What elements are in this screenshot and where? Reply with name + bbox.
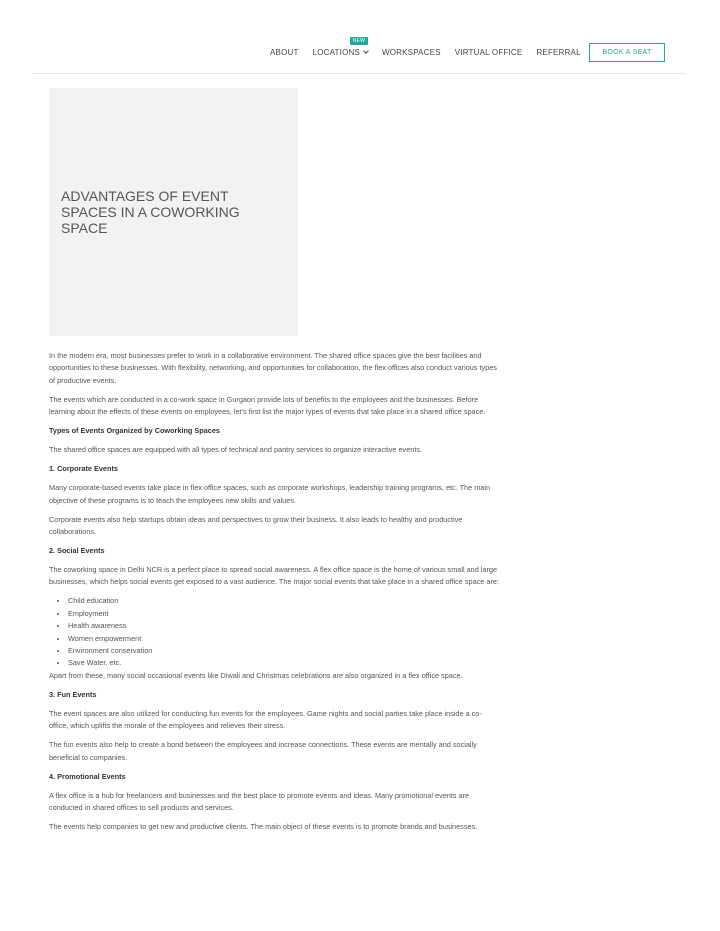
article-paragraph: The events help companies to get new and productive clients. The main object of these events is to promote brands and businesses. [49,822,478,832]
list-item: • Save Water, etc. [68,657,501,669]
article-body [49,350,501,840]
social-events-list [49,595,501,669]
article-paragraph: The event spaces are also utilized for conducting fun events for the employees. Game nights and social parties take place inside a co-office, which uplifts the morale of the employees and relieves their stress. [49,708,482,731]
section-heading-corporate: 1. Corporate Events [49,464,118,474]
hero-banner [49,88,298,336]
nav-locations[interactable] [312,38,368,57]
chevron-down-icon [363,48,369,54]
nav-about[interactable]: ABOUT [270,48,299,57]
site-header [0,0,720,74]
article-paragraph: In the modern era, most businesses prefer to work in a collaborative environment. The shared office spaces give the best facilities and opportunities to these businesses. With flexibility, networking, and opportunities for collaboration, the flex offices also conduct various types of productive events. [49,351,497,385]
header-divider [33,73,686,74]
main-nav [270,38,595,57]
section-heading-social: 2. Social Events [49,546,105,556]
nav-virtual-office[interactable]: VIRTUAL OFFICE [454,48,523,57]
new-badge: NEW [350,37,369,45]
article-paragraph: Apart from these, many social occasional events like Diwali and Christmas celebrations are also organized in a flex office space. [49,670,463,680]
nav-locations-label: LOCATIONS [312,48,360,57]
section-heading-promotional: 4. Promotional Events [49,771,126,781]
section-heading-fun: 3. Fun Events [49,689,97,699]
list-item: • Environment conservation [68,645,501,657]
nav-referral[interactable]: REFERRAL [536,48,581,57]
page-title: ADVANTAGES OF EVENT SPACES IN A COWORKING SPACE [61,188,240,236]
list-item: • Women empowerment [68,633,501,645]
list-item: • Health awareness [68,620,501,632]
nav-workspaces[interactable]: WORKSPACES [382,48,441,57]
list-item: • Child education [68,595,501,607]
article-paragraph: The coworking space in Delhi NCR is a perfect place to spread social awareness. A flex office space is the home of various small and large businesses, which helps social events get exposed to a vast audience. The major social events that take place in a shared office space are: [49,565,499,587]
article-paragraph: A flex office is a hub for freelancers and businesses and the best place to promote events and ideas. Many promotional events are conducted in shared offices to sell products and services. [49,790,470,813]
book-a-seat-button[interactable]: BOOK A SEAT [589,43,665,62]
article-paragraph: Corporate events also help startups obtain ideas and perspectives to grow their business. It also leads to healthy and productive collaborations. [49,514,463,537]
article-paragraph: The fun events also help to create a bond between the employees and increase connections. These events are mentally and socially beneficial to companies. [49,740,477,762]
list-item: • Employment [68,608,501,620]
article-paragraph: The events which are conducted in a co-work space in Gurgaon provide lots of benefits to the employees and the businesses. Before learning about the effects of these events on employees, let's first list the major types of events that take place in a shared office space. [49,394,486,417]
article-paragraph: Many corporate-based events take place in flex office spaces, such as corporate workshops, leadership training programs, etc. The main objective of these programs is to teach the employees new skills and values. [49,483,491,505]
article-paragraph: The shared office spaces are equipped with all types of technical and pantry services to organize interactive events. [49,445,423,455]
section-heading-types: Types of Events Organized by Coworking Spaces [49,426,220,436]
